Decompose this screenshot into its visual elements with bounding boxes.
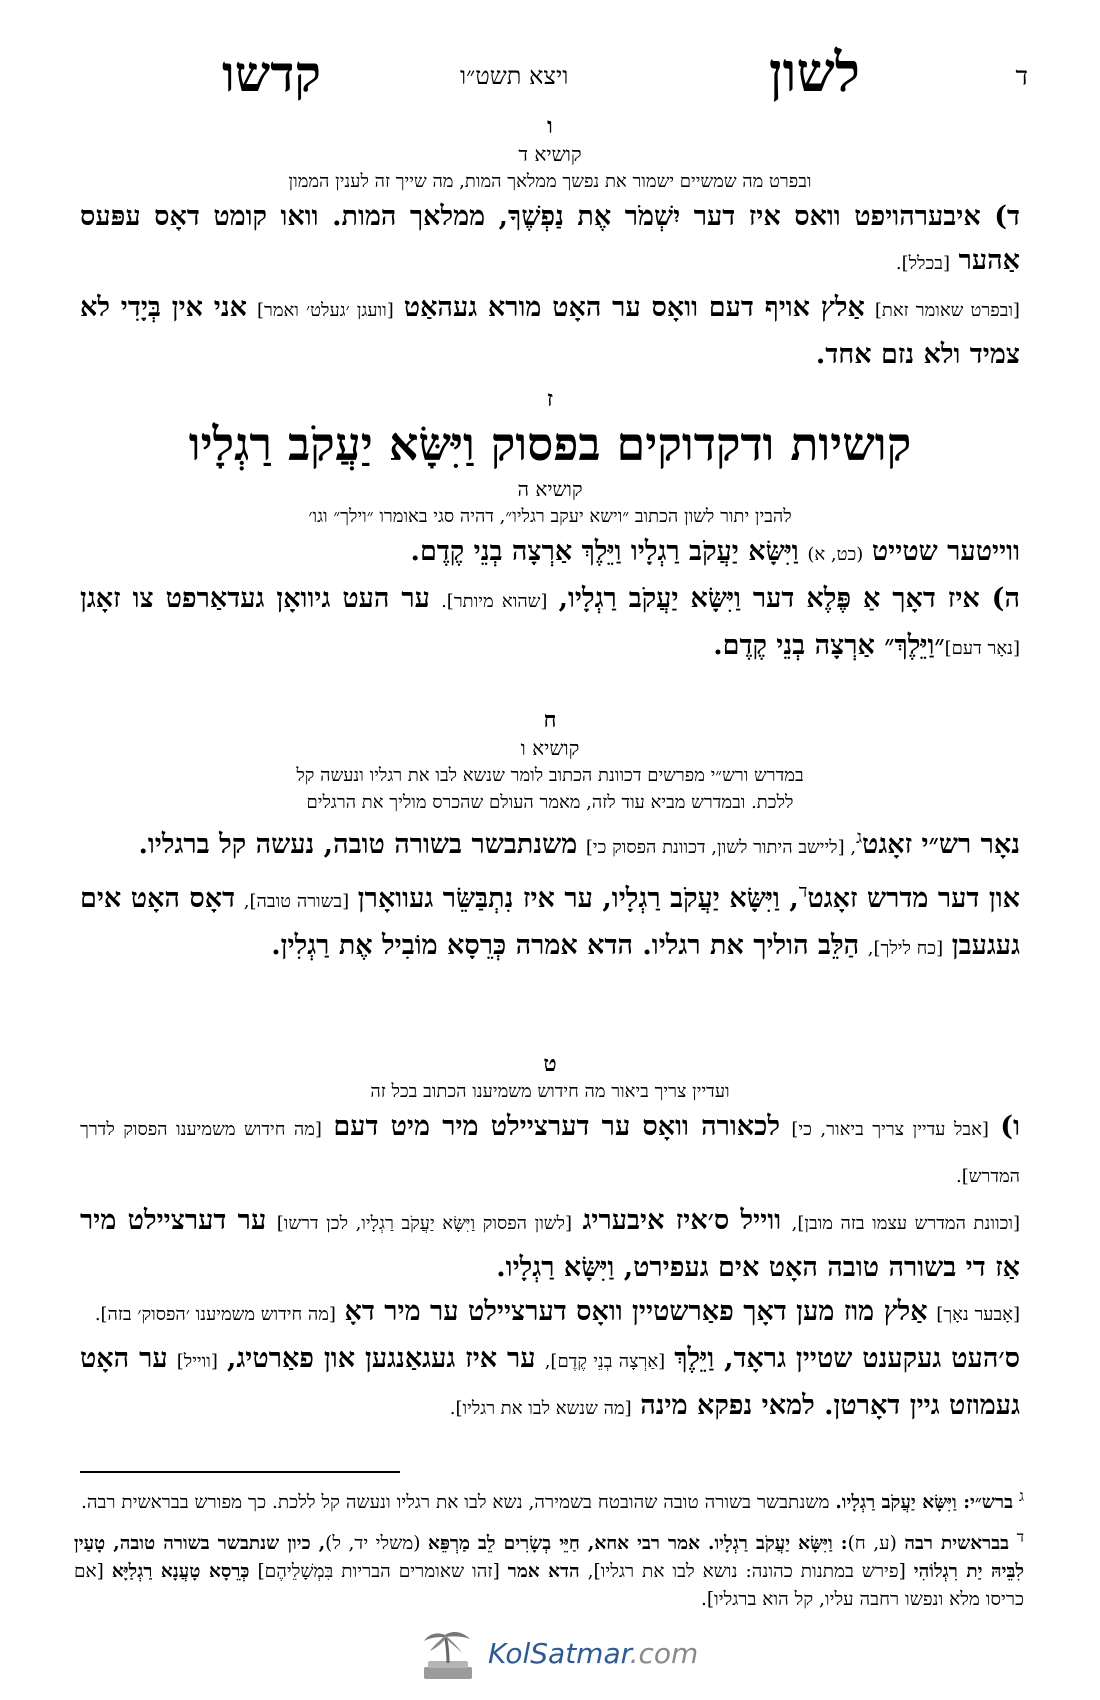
paragraph: און דער מדרש זאָגט$^ד$, וַיִּשָּׂא יַעֲקֹב רַגְלָיו, ער איז נִתְבַּשֵּׂר געוואָרן [בשורה טובה], דאָס האָט אים געגעבן [כח לילך], הַלֵּב הוליך את רגליו. הדא אמרה כְּרֵסָא מוֹבִיל אֶת רַגְלִין. [80, 881, 1020, 961]
book-title-word-1: לשון [768, 40, 860, 104]
footnote: $^ד$ בבראשית רבה (ע, ח): וַיִּשָּׂא יַעֲקֹב רַגְלָיו. אמר רבי אחא, חַיֵּי בְשָׂרִים לֵב מַרְפֵּא (משלי יד, ל), כיון שנתבשר בשורה טובה, טָעַין לִבֵּיהּ יַת רִגְלוֹהִי [פירש במתנות כהונה: נושא לבו את רגליו], הדא אמר [זהו שאומרים הבריות בִּמְשָׁלֵיהֶם] כְּרֵסָא טָעֲנָא רַגְלַיָּא [אם כריסו מלא ונפשו רחבה עליו, קל הוא ברגליו]. [74, 1528, 1025, 1611]
running-header [0, 40, 1100, 110]
section-tet [80, 1050, 1020, 1431]
footnote-ref: ד [798, 881, 808, 902]
section-letter: ט [543, 1051, 557, 1077]
paragraph: נאָר רש״י זאָגט$^ג$, [ליישב היתור לשון, דכוונת הפסוק כי] משנתבשר בשורה טובה, נעשה קל ברגליו. [138, 827, 1020, 860]
site-name: KolSatmar.com [488, 1637, 699, 1670]
section-letter: ז [546, 386, 554, 412]
section-title: קושיות ודקדוקים בפסוק וַיִּשָּׂא יַעֲקֹב רַגְלָיו [188, 417, 912, 471]
section-subtitle: במדרש ורש״י מפרשים דכוונת הכתוב לומר שנשא לבו את רגליו ונעשה קל [296, 765, 804, 786]
paragraph: ה) איז דאָך אַ פֶּלֶא דער וַיִּשָּׂא יַעֲקֹב רַגְלָיו, [שהוא מיותר]. ער העט גיוואָן געדאַרפט צו זאָגן [נאָר דעם]״וַיֵּלֶךְ״ אַרְצָה בְנֵי קֶדֶם. [80, 583, 1020, 661]
paragraph: ו) [אבל עדיין צריך ביאור, כי] לכאורה וואָס ער דערציילט מיר מיט דעם [מה חידוש משמיענו הפסוק לדרך המדרש]. [80, 1111, 1020, 1187]
footnote-divider [80, 1471, 400, 1473]
section-zayin [80, 385, 1020, 671]
footnote-ref: ג [856, 827, 863, 848]
paragraph: [וכוונת המדרש עצמו בזה מובן], ווייל ס׳איז איבעריג [לשון הפסוק וַיִּשָּׂא יַעֲקֹב רַגְלָיו, לכן דרשו] ער דערציילט מיר אַז די בשורה טובה האָט אים געפירט, וַיִּשָּׂא רַגְלָיו. [80, 1205, 1021, 1283]
site-logo [418, 1627, 718, 1683]
section-letter: ח [543, 707, 557, 733]
palm-tree-icon [418, 1627, 478, 1683]
section-subtitle: ובפרט מה שמשיים ישמור את נפשך ממלאך המות, מה שייך זה לענין הממון [288, 171, 812, 192]
paragraph: ס׳העט געקענט שטיין גראָד, וַיֵּלֶךְ [אַרְצָה בְנֵי קֶדֶם], ער איז געגאַנגען און פאַרטיג, [ווייל] ער האָט געמוזט גיין דאָרטן. למאי נפקא מינה [מה שנשא לבו את רגליו]. [80, 1343, 1020, 1421]
kushya-heading: קושיא ו [520, 736, 580, 760]
section-chet [80, 706, 1020, 971]
section-subtitle: להבין יתור לשון הכתוב ״וישא יעקב רגליו״, דהיה סגי באומרו ״וילך״ וגו׳ [308, 506, 792, 527]
section-subtitle: ללכת. ובמדרש מביא עוד לזה, מאמר העולם שהכרס מוליך את הרגלים [306, 792, 794, 813]
paragraph: [אָבער נאָך] אַלץ מוז מען דאָך פאַרשטיין וואָס דערציילט ער מיר דאָ [מה חידוש משמיענו ׳הפסוק׳ בזה]. [94, 1296, 1020, 1327]
paragraph: ד) איבערהויפט וואס איז דער יִשְׁמֹר אֶת נַפְשֶׁךָ, ממלאך המות. וואו קומט דאָס עפּעס אַהער [בכלל]. [80, 201, 1020, 276]
kushya-heading: קושיא ד [518, 142, 582, 166]
paragraph: [ובפרט שאומר זאת] אַלץ אויף דעם וואָס ער האָט מורא געהאַט [וועגן ׳געלט׳ ואמר] אני אין בְּיָדִי לא צמיד ולא נזם אחד. [80, 292, 1020, 370]
kushya-heading: קושיא ה [517, 477, 583, 501]
page-number: ד [1015, 62, 1028, 92]
footnote: $^ג$ ברש״י: וַיִּשָּׂא יַעֲקֹב רַגְלָיו. משנתבשר בשורה טובה שהובטח בשמירה, נשא לבו את רגליו ונעשה קל ללכת. כך מפורש בבראשית רבה. [81, 1487, 1024, 1514]
section-subtitle: ועדיין צריך ביאור מה חידוש משמיענו הכתוב בכל זה [370, 1081, 730, 1102]
parsha-label: ויצא תשט״ו [460, 62, 569, 90]
paragraph: ווייטער שטייט (כט, א) וַיִּשָּׂא יַעֲקֹב רַגְלָיו וַיֵּלֶךְ אַרְצָה בְנֵי קֶדֶם. [410, 536, 1020, 567]
section-letter: ו [547, 113, 553, 139]
footnotes [74, 1482, 1024, 1620]
section-vav [80, 112, 1020, 377]
book-title-word-2: קדשו [222, 44, 321, 103]
